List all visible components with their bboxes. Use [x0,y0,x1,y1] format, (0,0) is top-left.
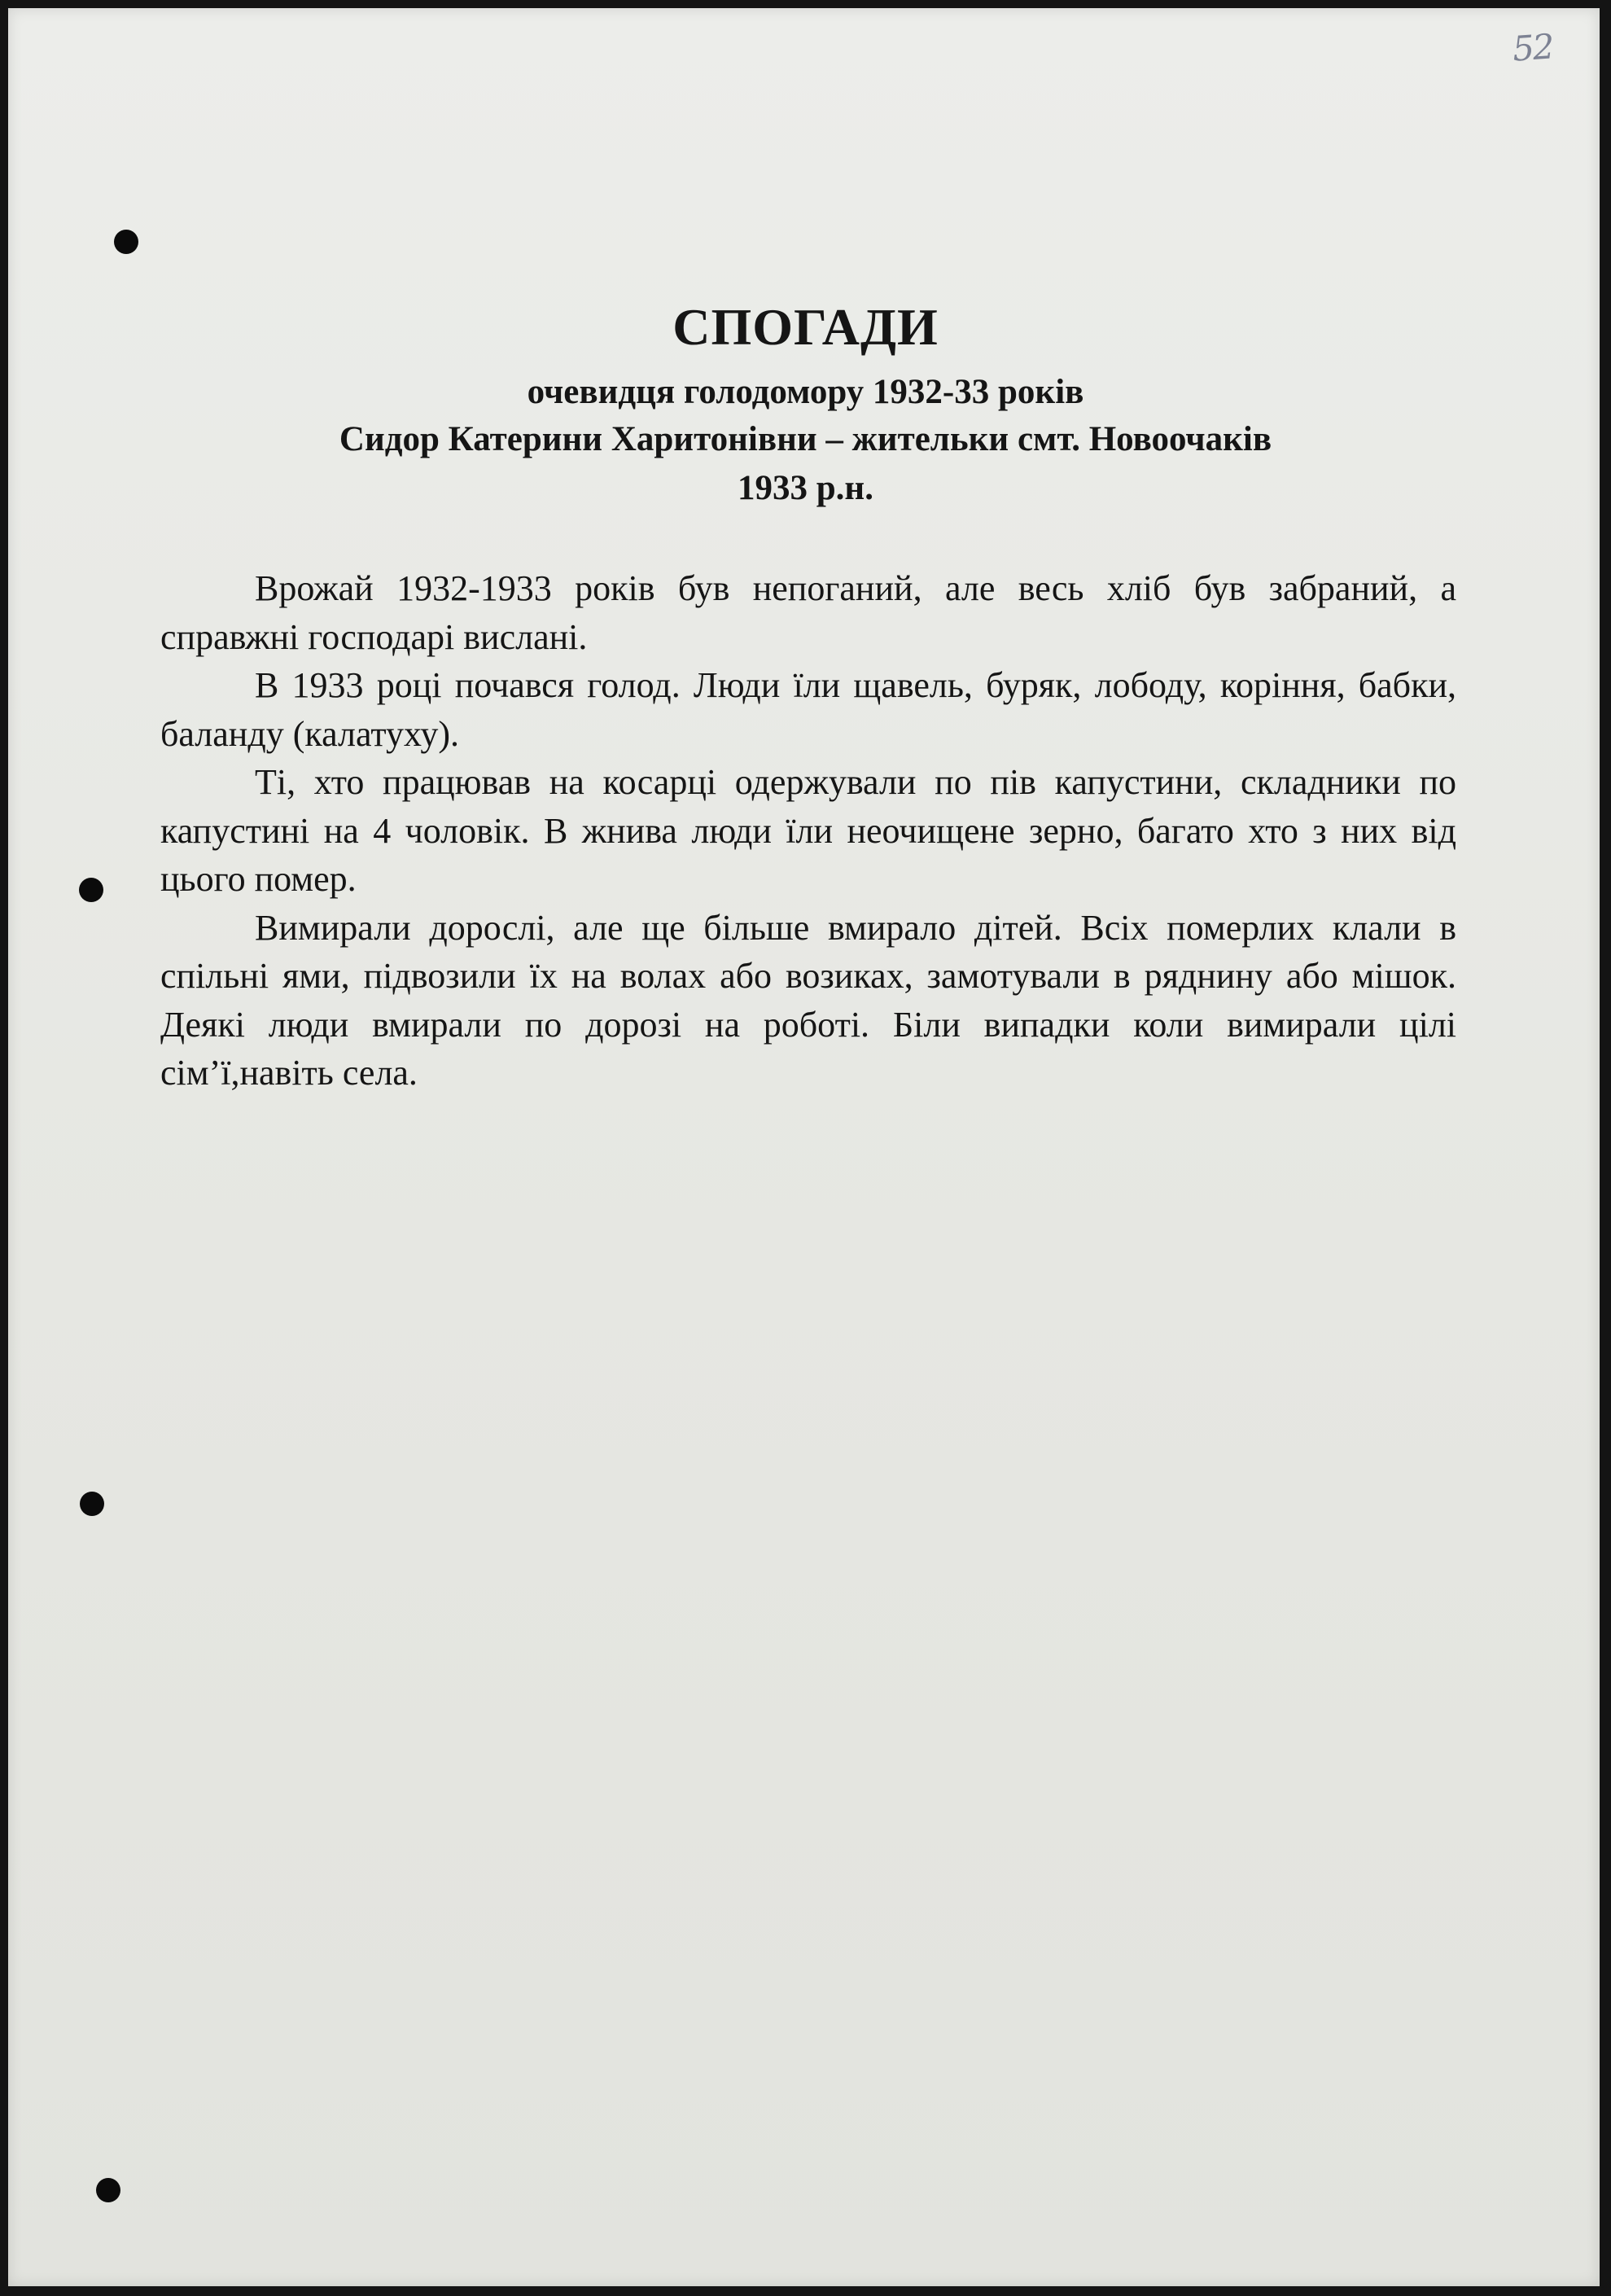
punch-hole [80,1492,104,1516]
punch-hole [96,2178,120,2202]
handwritten-page-number: 52 [1511,26,1555,69]
punch-hole [79,878,103,902]
paragraph: Ті, хто працював на косарці одержували по пів капустини, складники по капустині на 4 чоловік. В жнива люди їли неочищене зерно, багато хто з них від цього помер. [160,762,1456,899]
punch-hole [114,230,138,254]
document-subtitle-line-2: Сидор Катерини Харитонівни – жительки смт. Новоочаків [339,420,1272,458]
document-subtitle-line-3: 1933 р.н. [738,469,873,507]
document-subtitle-line-1: очевидця голодомору 1932-33 років [527,373,1084,411]
paragraph: В 1933 році почався голод. Люди їли щавель, буряк, лободу, коріння, бабки, баланду (калатуху). [160,665,1456,754]
document-title: СПОГАДИ [672,298,939,356]
document-body [160,564,1456,1098]
paragraph: Вимирали дорослі, але ще більше вмирало дітей. Всіх померлих клали в спільні ями, підвозили їх на волах або возиках, замотували в ряднину або мішок. Деякі люди вмирали по дорозі на роботі. Біли випадки коли вимирали цілі сім’ї,навіть села. [160,907,1456,1093]
paragraph: Врожай 1932-1933 років був непоганий, але весь хліб був забраний, а справжні господарі вислані. [160,568,1456,657]
